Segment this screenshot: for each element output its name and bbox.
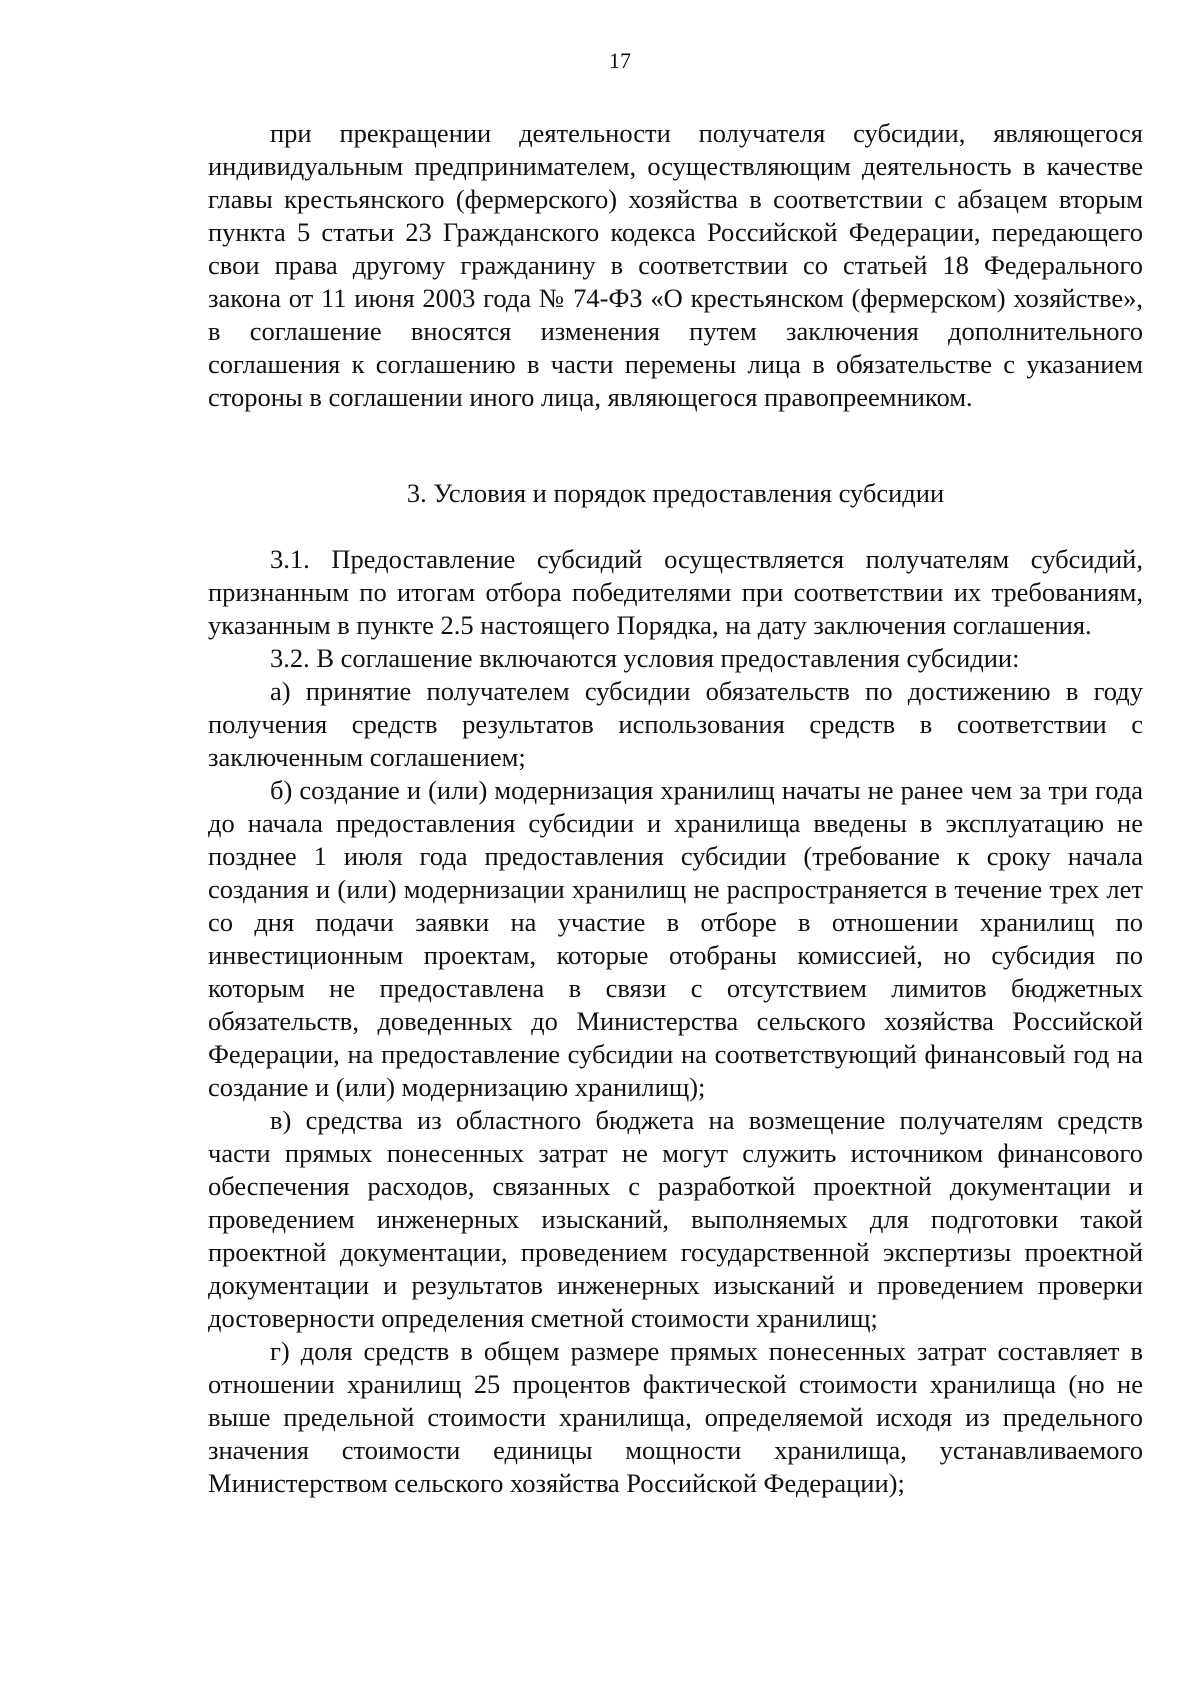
paragraph-item-a: а) принятие получателем субсидии обязательств по достижению в году получения средств результатов использования средств в соответствии с заключенным соглашением; — [208, 676, 1143, 772]
paragraph-item-b: б) создание и (или) модернизация хранилищ начаты не ранее чем за три года до начала предоставления субсидии и хранилища введены в эксплуатацию не позднее 1 июля года предоставления субсидии (требование к сроку начала создания и (или) модернизации хранилищ не распространяется в течение трех лет со дня подачи заявки на участие в отборе в отношении хранилищ по инвестиционным проектам, которые отобраны комиссией, но субсидия по которым не предоставлена в связи с отсутствием лимитов бюджетных обязательств, доведенных до Министерства сельского хозяйства Российской Федерации, на предоставление субсидии на соответствующий финансовый год на создание и (или) модернизацию хранилищ); — [208, 775, 1143, 1102]
paragraph-item-v: в) средства из областного бюджета на возмещение получателям средств части прямых понесенных затрат не могут служить источником финансового обеспечения расходов, связанных с разработкой проектной документации и проведением инженерных изысканий, выполняемых для подготовки такой проектной документации, проведением государственной экспертизы проектной документации и результатов инженерных изысканий и проведением проверки достоверности определения сметной стоимости хранилищ; — [208, 1105, 1143, 1333]
paragraph-3-2: 3.2. В соглашение включаются условия предоставления субсидии: — [270, 643, 1020, 673]
intro-paragraph: при прекращении деятельности получателя субсидии, являющегося индивидуальным предпринимателем, осуществляющим деятельность в качестве главы крестьянского (фермерского) хозяйства в соответствии с абзацем вторым пункта 5 статьи 23 Гражданского кодекса Российской Федерации, передающего свои права другому гражданину в соответствии со статьей 18 Федерального закона от 11 июня 2003 года № 74-ФЗ «О крестьянском (фермерском) хозяйстве», в соглашение вносятся изменения путем заключения дополнительного соглашения к соглашению в части перемены лица в обязательстве с указанием стороны в соглашении иного лица, являющегося правопреемником. — [208, 118, 1143, 412]
section-heading: 3. Условия и порядок предоставления субсидии — [406, 478, 945, 508]
section-body — [208, 543, 1143, 1500]
intro-text — [208, 117, 1143, 414]
paragraph-item-g: г) доля средств в общем размере прямых понесенных затрат составляет в отношении хранилищ 25 процентов фактической стоимости хранилища (но не выше предельной стоимости хранилища, определяемой исходя из предельного значения стоимости единицы мощности хранилища, устанавливаемого Министерством сельского хозяйства Российской Федерации); — [208, 1336, 1143, 1498]
paragraph-3-1: 3.1. Предоставление субсидий осуществляется получателям субсидий, признанным по итогам отбора победителями при соответствии их требованиям, указанным в пункте 2.5 настоящего Порядка, на дату заключения соглашения. — [208, 544, 1143, 640]
page-number: 17 — [609, 48, 631, 73]
